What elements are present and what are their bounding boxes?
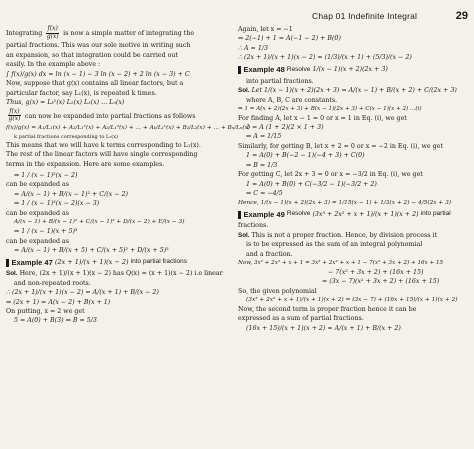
equation: ⇒ 1 = A(x + 2)(2x + 3) + B(x − 1)(2x + 3) + C(x − 1)(x + 2) ...(i) bbox=[238, 105, 422, 112]
equation: ⇒ (2x + 1) = A(x − 2) + B(x + 1) bbox=[6, 298, 111, 306]
example-49-heading: Example 49 Resolve (3x⁵ + 2x² + x + 1)/(x + 1)(x + 2) into partial bbox=[238, 210, 468, 219]
equation: ⇒ 2(−1) + 1 = A(−1 − 2) + B(0) bbox=[238, 35, 341, 43]
paragraph-line: can be expanded as bbox=[6, 209, 69, 217]
right-column bbox=[238, 26, 468, 334]
paragraph-line: For getting C, let 2x + 3 = 0 or x = −3/2 in Eq. (i), we get bbox=[238, 171, 423, 179]
example-marker-icon bbox=[238, 66, 241, 74]
equation: ∴ A = 1/3 bbox=[238, 44, 268, 52]
paragraph-line: Similarly, for getting B, let x + 2 = 0 or x = −2 in Eq. (i), we get bbox=[238, 142, 443, 150]
equation: 1 = A (1 + 2)(2 × 1 + 3) bbox=[246, 123, 324, 131]
paragraph-line: On putting, x = 2 we get bbox=[6, 308, 85, 315]
paragraph-line: Again, let x = −1 bbox=[238, 26, 293, 33]
solution-label: Sol. bbox=[238, 231, 250, 239]
paragraph-line: For finding A, let x − 1 = 0 or x = 1 in Eq. (i), we get bbox=[238, 114, 407, 122]
equation: Thus, g(x) = Lₖ¹(x) L₂(x) L₃(x) ... Lₙ(x) bbox=[6, 99, 125, 107]
paragraph-line: Integrating $\frac{f(x)}{g(x)}$ is now a simple matter of integrating the bbox=[6, 25, 195, 40]
paragraph-line: So, the given polynomial bbox=[238, 287, 317, 295]
paragraph-line: terms in the expansion. Here are some examples. bbox=[6, 160, 165, 168]
equation: ⇒ 1 / (x − 1)²(x − 2) bbox=[14, 171, 78, 179]
solution-label: Sol. bbox=[238, 87, 250, 95]
paragraph-line: particular factor, say L₁(x), is repeated k times. bbox=[6, 89, 157, 97]
example-48-heading: Example 48 Resolve 1/(x − 1)(x + 2)(2x + 3) bbox=[238, 65, 468, 74]
paragraph-line: fractions. bbox=[238, 222, 269, 230]
equation-note: k partial fractions corresponding to L₁(x) bbox=[14, 133, 118, 140]
equation: A/(x − 1) + B/(x − 1)² + C/(x − 1)³ + D/(x − 2) + E/(x − 3) bbox=[14, 219, 185, 226]
equation: (3x³ + 2x² + x + 1)/(x + 1)(x + 2) = (3x − 7) + (16x + 15)/(x + 1)(x + 2) bbox=[246, 296, 458, 303]
equation: ⇒ 1 / (x − 1)(x + 5)³ bbox=[14, 228, 78, 236]
equation: ⇒ B = 1/3 bbox=[246, 161, 278, 169]
paragraph-line: can now be expanded into partial fractions as follows bbox=[24, 112, 196, 120]
paragraph-line: into partial fractions. bbox=[246, 77, 314, 85]
equation: ⇒ 1 / (x − 1)³(x − 2)(x − 3) bbox=[14, 200, 100, 208]
equation: = (3x − 7)(x² + 3x + 2) + (16x + 15) bbox=[322, 278, 440, 286]
paragraph-line: easily. In the example above : bbox=[6, 61, 101, 69]
solution-label: Sol. bbox=[6, 270, 18, 278]
paragraph-line: can be expanded as bbox=[6, 181, 69, 189]
equation: ⇒ C = −4/5 bbox=[246, 190, 283, 198]
equation: 1 = A(0) + B(0) + C(−3/2 − 1)(−3/2 + 2) bbox=[246, 180, 377, 188]
left-column: Integrating $\frac{f(x)}{g(x)}$ is now a simple matter of integrating the partial fractions. This was our sole motive in writing such an expansion, so that integration could be carried out easily. In the example above : ∫ f(x)/g(x) dx = ln (x − 1) − 3 ln (x − 2) + 2 ln (x − 3) + C Now, suppose that g(x) contains all linear factors, but a particular factor, say L₁(x), is repeated k times. Thus, g(x) = Lₖ¹(x) L₂(x) L₃(x) ... Lₙ(x) $\frac{f(x)}{g(x)}$ can now be expanded into partial fractions as follows f(x)/g(x) = A₁/L₁(x) + A₂/L₁²(x) + A₃/L₁³(x) + ... + Aₖ/L₁ᵏ(x) + B₂/L₂(x) + ... + Bₙ/Lₙ(x) k partial fractions corresponding to L₁(x) This means that we will have k terms corresponding to L₁(x). The rest of the linear factors will have single corresponding terms in the expansion. Here are some examples. ⇒ 1 / (x − 1)²(x − 2) can be expanded as = A/(x − 1) + B/(x − 1)² + C/(x − 2) ⇒ 1 / (x − 1)³(x − 2)(x − 3) can be expanded as A/(x − 1) + B/(x − 1)² + C/(x − 1)³ + D/(x − 2) + E/(x − 3) ⇒ 1 / (x − 1)(x + 5)³ can be expanded as = A/(x − 1) + B/(x + 5) + C/(x + 5)² + D/(x + 5)³ Example 47 (2x + 1)/(x + 1)(x − 2) into partial fractions Sol. Here, (2x + 1)/(x + 1)(x − 2) has Q(x) = (x + 1)(x − 2) i.e linear and non-repeated roots. ∴ (2x + 1)/(x + 1)(x − 2) = A/(x + 1) + B/(x − 2) ⇒ (2x + 1) = A(x − 2) + B(x + 1) On putting, x = 2 we get 5 = A(0) + B(3) ⇒ B = 5/3 bbox=[6, 25, 251, 325]
paragraph-line: where A, B, C are constants. bbox=[246, 96, 338, 104]
equation: Let 1/(x − 1)(x + 2)(2x + 3) = A/(x − 1) + B/(x + 2) + C/(2x + 3) bbox=[251, 87, 457, 95]
chapter-title: Chap 01 Indefinite Integral bbox=[312, 11, 418, 21]
equation: (16x + 15)/(x + 1)(x + 2) = A/(x + 1) + B/(x + 2) bbox=[246, 324, 401, 332]
equation: ∫ f(x)/g(x) dx = ln (x − 1) − 3 ln (x − 2) + 2 ln (x − 3) + C bbox=[6, 70, 190, 78]
equation: f(x)/g(x) = A₁/L₁(x) + A₂/L₁²(x) + A₃/L₁³(x) + ... + Aₖ/L₁ᵏ(x) + B₂/L₂(x) + ... + Bₙ/Lₙ(x) bbox=[6, 124, 251, 131]
paragraph-line: This is not a proper fraction. Hence, by division process it bbox=[251, 231, 437, 239]
equation: ∴ (2x + 1)/(x + 1)(x − 2) = A/(x + 1) + B/(x − 2) bbox=[6, 289, 159, 297]
example-marker-icon bbox=[6, 259, 9, 267]
paragraph-line: is to be expressed as the sum of an integral polynomial bbox=[246, 241, 423, 249]
equation: 5 = A(0) + B(3) ⇒ B = 5/3 bbox=[14, 317, 97, 325]
equation: Now, 3x² + 2x² + x + 1 = 3x³ + 2x² + x + 1 − 7(x² + 3x + 2) + 16x + 15 bbox=[238, 260, 444, 267]
example-marker-icon bbox=[238, 211, 241, 219]
equation: − 7(x² + 3x + 2) + (16x + 15) bbox=[328, 268, 424, 276]
paragraph-line: partial fractions. This was our sole motive in writing such bbox=[6, 42, 191, 50]
equation: 1 = A(0) + B(−2 − 1)(−4 + 3) + C(0) bbox=[246, 152, 365, 160]
example-47-heading: Example 47 (2x + 1)/(x + 1)(x − 2) into partial fractions bbox=[6, 258, 232, 267]
page-header bbox=[312, 10, 468, 22]
equation: = A/(x − 1) + B/(x + 5) + C/(x + 5)² + D/(x + 5)³ bbox=[14, 246, 169, 254]
equation: Hence, 1/(x − 1)(x + 2)(2x + 3) = 1/15(x − 1) + 1/3(x + 2) − 4/5(2x + 3) bbox=[238, 199, 452, 206]
paragraph-line: Here, (2x + 1)/(x + 1)(x − 2) has Q(x) = (x + 1)(x − 2) i.e linear bbox=[19, 270, 223, 278]
paragraph-line: an expansion, so that integration could be carried out bbox=[6, 51, 179, 59]
paragraph-line: Now, the second term is proper fraction hence it can be bbox=[238, 305, 417, 313]
paragraph-line: The rest of the linear factors will have single corresponding bbox=[6, 151, 198, 159]
equation: ⇒ A = 1/15 bbox=[246, 133, 282, 141]
paragraph-line: can be expanded as bbox=[6, 237, 69, 245]
paragraph-line: Now, suppose that g(x) contains all linear factors, but a bbox=[6, 80, 184, 88]
equation: = A/(x − 1) + B/(x − 1)² + C/(x − 2) bbox=[14, 190, 128, 198]
equation: ∴ (2x + 1)/(x + 1)(x − 2) = (1/3)/(x + 1) + (5/3)/(x − 2) bbox=[238, 54, 412, 62]
paragraph-line: expressed as a sum of partial fractions. bbox=[238, 315, 364, 323]
paragraph-line: This means that we will have k terms corresponding to L₁(x). bbox=[6, 141, 201, 149]
paragraph-line: and non-repeated roots. bbox=[14, 279, 91, 287]
paragraph-line: and a fraction. bbox=[246, 250, 293, 258]
page-number: 29 bbox=[455, 10, 468, 22]
